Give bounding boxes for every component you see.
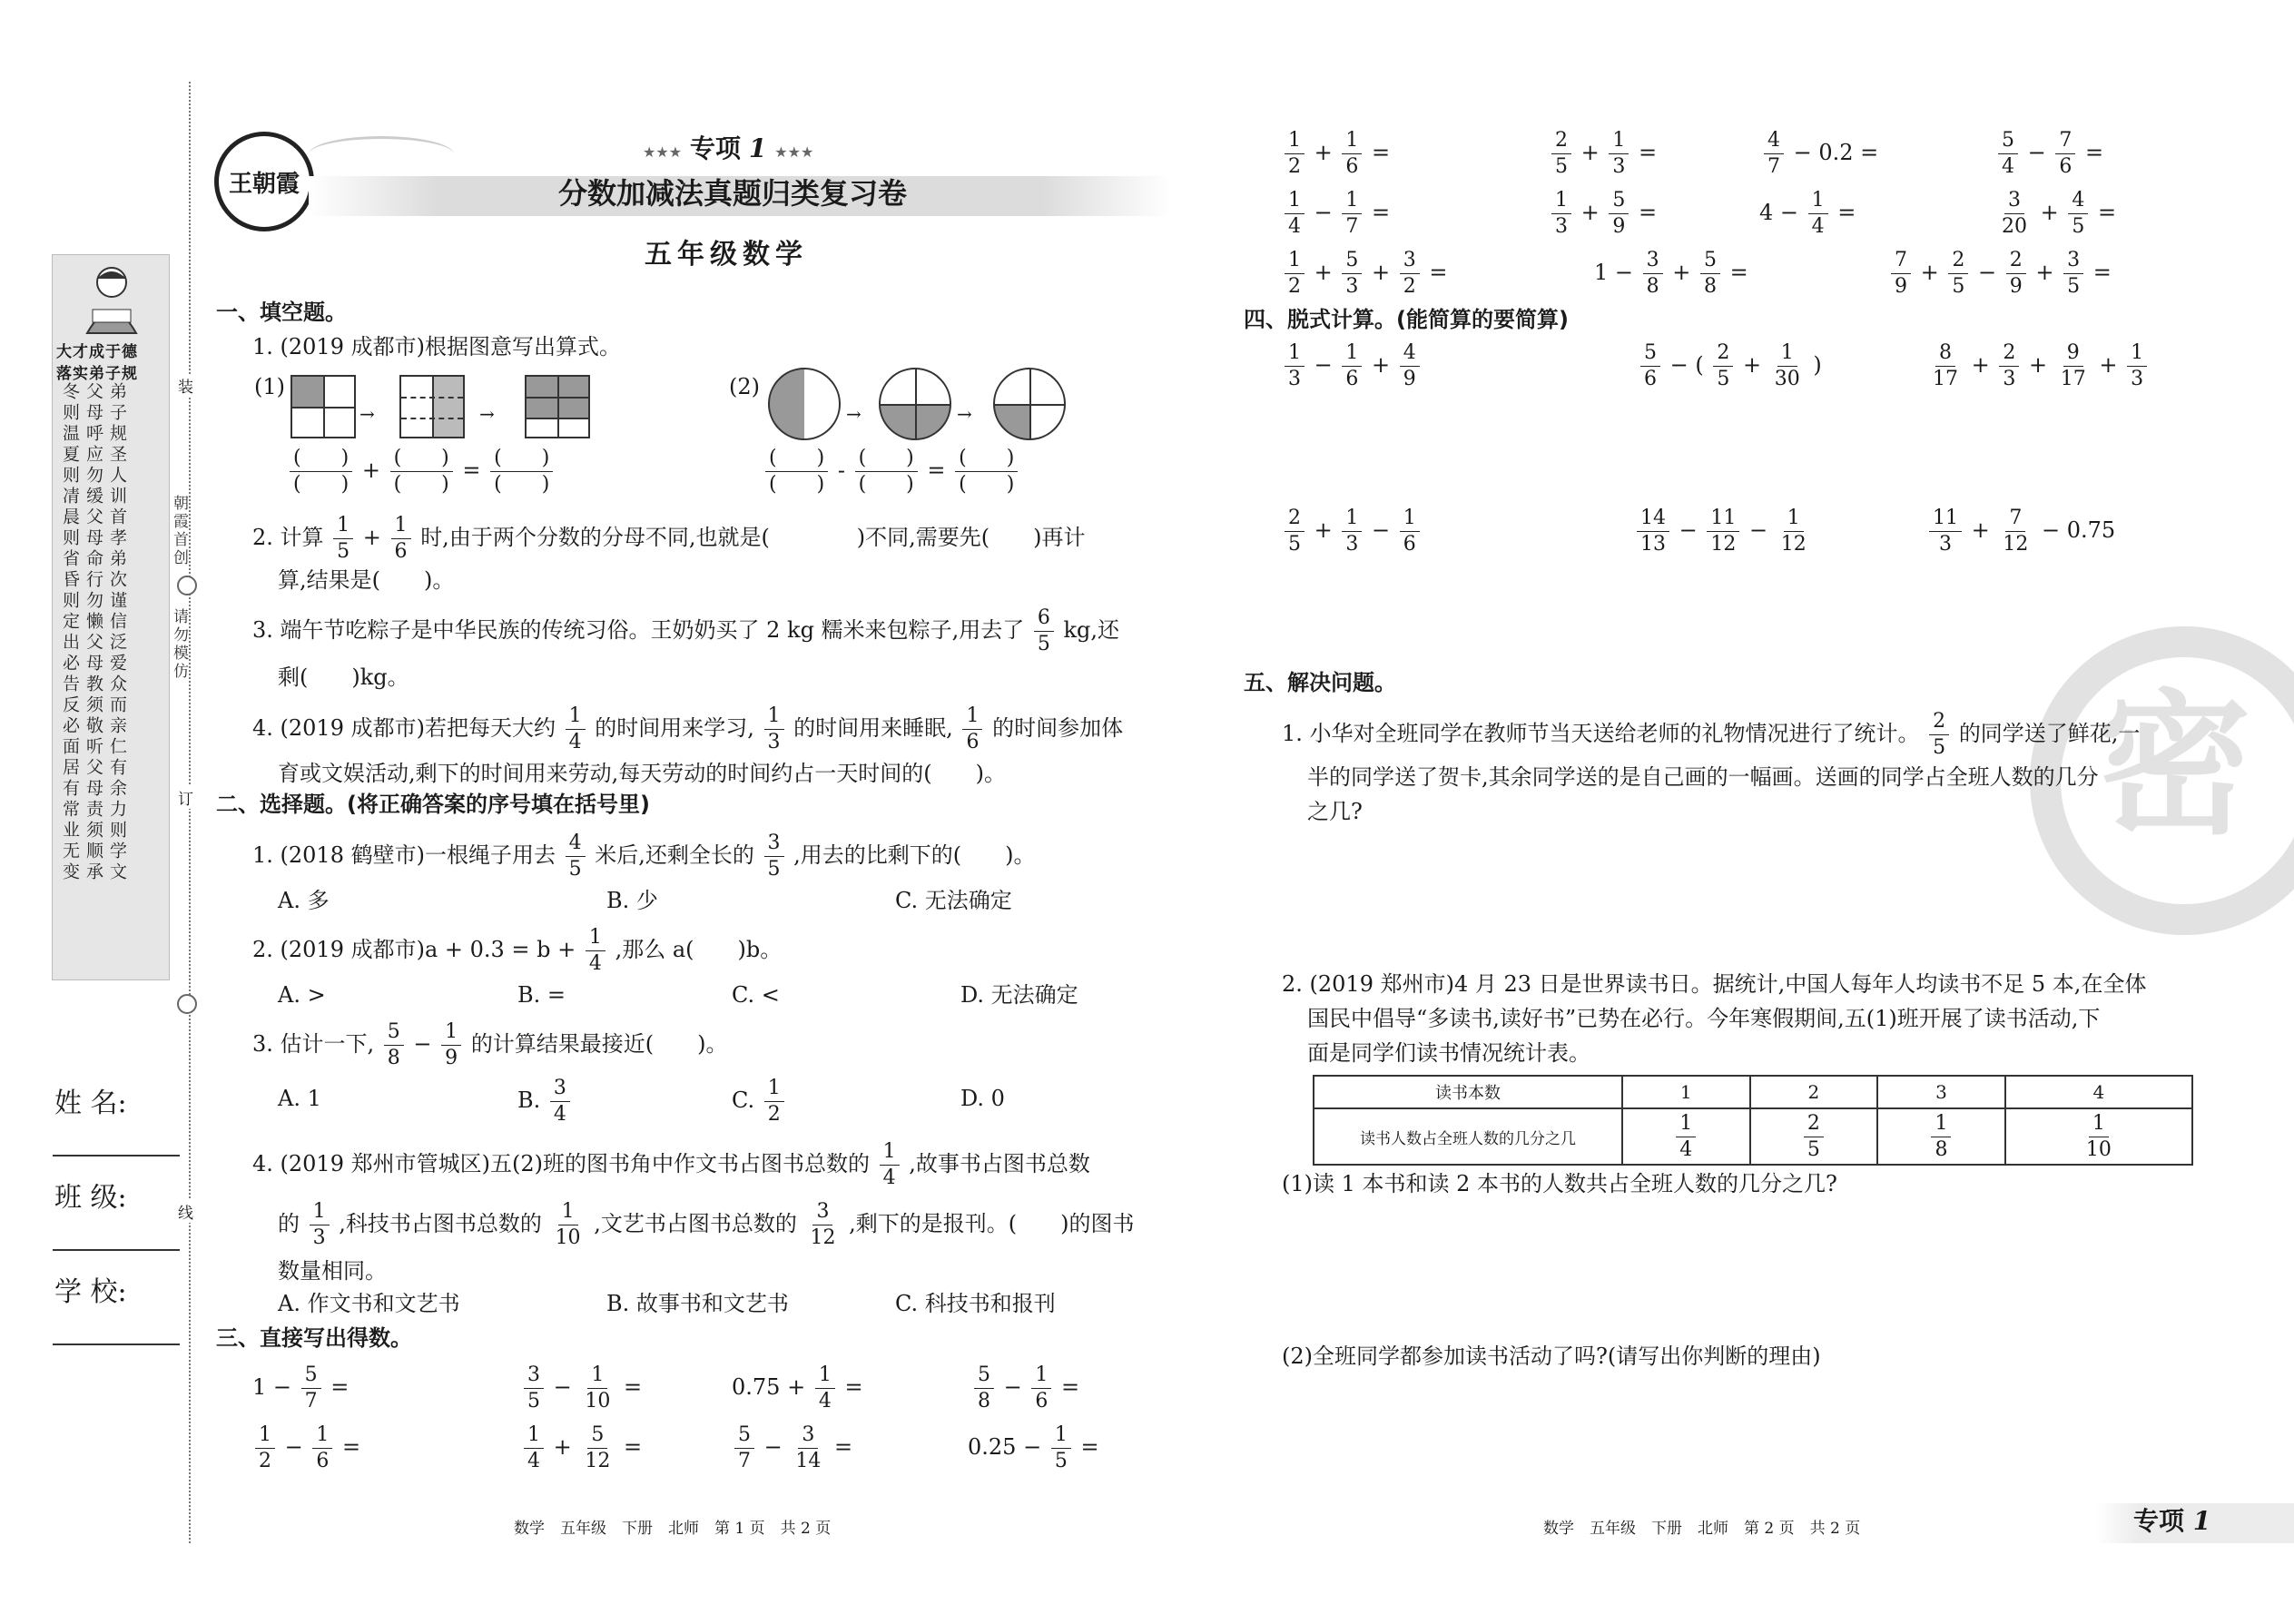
s4-item: $\frac{1}{3}$ − $\frac{1}{6}$ + $\frac{4}{9}$ bbox=[1282, 343, 1423, 389]
s5-q2-cont-2: 面是同学们读书情况统计表。 bbox=[1307, 1040, 1590, 1066]
binding-line bbox=[189, 82, 191, 1543]
s4-item: $\frac{2}{5}$ + $\frac{1}{3}$ − $\frac{1}{6}$ bbox=[1282, 508, 1423, 555]
s2-q2-option-c[interactable]: C. < bbox=[732, 982, 780, 1008]
table-cell: $\frac{1}{10}$ bbox=[2005, 1108, 2192, 1165]
s3-item: $\frac{3}{5}$ − $\frac{1}{10}$ = bbox=[521, 1365, 642, 1412]
s3-item: $\frac{1}{2}$ − $\frac{1}{6}$ = bbox=[252, 1425, 360, 1471]
s1-q3: 3. 端午节吃粽子是中华民族的传统习俗。王奶奶买了 2 kg 糯米来包粽子,用去了 $\frac{6}{5}$ kg,还 bbox=[252, 606, 1120, 655]
s2-q4-cont: 的 $\frac{1}{3}$ ,科技书占图书总数的 $\frac{1}{10}$ ,文艺书占图书总数的 $\frac{3}{12}$ ,剩下的是报刊。( )的图书 bbox=[278, 1200, 1135, 1249]
footer-right: 数学 五年级 下册 北师 第 2 页 共 2 页 bbox=[1543, 1520, 1861, 1538]
answer-fraction[interactable]: $\frac{( )}{( )}$ bbox=[855, 448, 918, 495]
table-cell: 2 bbox=[1750, 1076, 1878, 1108]
brand-logo bbox=[214, 132, 314, 231]
s2-q2-option-b[interactable]: B. = bbox=[517, 982, 566, 1008]
s1-q4-cont: 育或文娱活动,剩下的时间用来劳动,每天劳动的时间约占一天时间的( )。 bbox=[278, 761, 1006, 786]
table-row bbox=[1314, 1076, 2192, 1108]
s3-item: $\frac{5}{8}$ − $\frac{1}{6}$ = bbox=[971, 1365, 1079, 1412]
s5-q2: 2. (2019 郑州市)4 月 23 日是世界读书日。据统计,中国人每年人均读书不足 5 本,在全体 bbox=[1282, 971, 2147, 997]
s5-q1-answer-area[interactable] bbox=[1282, 835, 2190, 962]
table-cell: 4 bbox=[2005, 1076, 2192, 1108]
answer-fraction[interactable]: $\frac{( )}{( )}$ bbox=[490, 448, 553, 495]
s2-q4-option-a[interactable]: A. 作文书和文艺书 bbox=[278, 1291, 460, 1316]
table-header: 读书人数占全班人数的几分之几 bbox=[1314, 1108, 1622, 1165]
s4-item: $\frac{8}{17}$ + $\frac{2}{3}$ + $\frac{9}{17}$ + $\frac{1}{3}$ bbox=[1926, 343, 2150, 389]
s1-q1-equation-1: $\frac{( )}{( )}$ + $\frac{( )}{( )}$ = $\frac{( )}{( )}$ bbox=[287, 448, 556, 495]
s2-q3-option-c[interactable]: C. $\frac{1}{2}$ bbox=[732, 1078, 787, 1125]
s3-item: $\frac{2}{5}$ + $\frac{1}{3}$ = bbox=[1549, 131, 1657, 177]
answer-fraction[interactable]: $\frac{( )}{( )}$ bbox=[955, 448, 1018, 495]
circle-figure-3 bbox=[993, 368, 1066, 440]
logo-text: 王朝霞 bbox=[228, 170, 300, 198]
s2-q2: 2. (2019 成都市)a + 0.3 = b + $\frac{1}{4}$ ,那么 a( )b。 bbox=[252, 926, 783, 975]
table-cell: 3 bbox=[1877, 1076, 2005, 1108]
name-field[interactable] bbox=[53, 1155, 180, 1156]
ribbon-decoration bbox=[309, 136, 454, 172]
s1-q1-part-1: (1) bbox=[254, 374, 285, 399]
motto-columns bbox=[60, 382, 127, 972]
school-label: 学 校: bbox=[54, 1276, 127, 1308]
side-text-1: 朝霞首创 bbox=[170, 495, 188, 567]
gear-icon bbox=[177, 576, 197, 595]
series-heading bbox=[643, 133, 814, 163]
s5-q2-cont: 国民中倡导“多读书,读好书”已势在必行。今年寒假期间,五(1)班开展了读书活动,下 bbox=[1307, 1006, 2101, 1031]
s1-q2: 2. 计算 $\frac{1}{5}$ + $\frac{1}{6}$ 时,由于两个分数的分母不同,也就是( )不同,需要先( )再计 bbox=[252, 514, 1086, 563]
s3-item: 1 − $\frac{3}{8}$ + $\frac{5}{8}$ = bbox=[1594, 249, 1748, 298]
s1-q4: 4. (2019 成都市)若把每天大约 $\frac{1}{4}$ 的时间用来学习, $\frac{1}{3}$ 的时间用来睡眠, $\frac{1}{6}$ 的时间参加体 bbox=[252, 704, 1124, 753]
footer-left: 数学 五年级 下册 北师 第 1 页 共 2 页 bbox=[514, 1520, 832, 1538]
s2-q4: 4. (2019 郑州市管城区)五(2)班的图书角中作文书占图书总数的 $\frac{1}{4}$ ,故事书占图书总数 bbox=[252, 1140, 1090, 1189]
s3-item: $\frac{1}{2}$ + $\frac{5}{3}$ + $\frac{3}{2}$ = bbox=[1282, 251, 1448, 297]
s4-item: $\frac{11}{3}$ + $\frac{7}{12}$ − 0.75 bbox=[1926, 508, 2115, 555]
table-cell: 1 bbox=[1622, 1076, 1750, 1108]
answer-fraction[interactable]: $\frac{( )}{( )}$ bbox=[390, 448, 453, 495]
s4-item: $\frac{14}{13}$ − $\frac{11}{12}$ − $\frac{1}{12}$ bbox=[1634, 508, 1813, 555]
table-row bbox=[1314, 1108, 2192, 1165]
footer-badge-number: 1 bbox=[2192, 1506, 2211, 1536]
s3-item: 0.75 + $\frac{1}{4}$ = bbox=[732, 1363, 863, 1412]
table-cell: $\frac{1}{8}$ bbox=[1877, 1108, 2005, 1165]
s2-q4-option-c[interactable]: C. 科技书和报刊 bbox=[895, 1291, 1056, 1316]
stars-left: ★★★ bbox=[643, 143, 683, 161]
s1-q1-equation-2: $\frac{( )}{( )}$ - $\frac{( )}{( )}$ = $\frac{( )}{( )}$ bbox=[763, 448, 1020, 495]
s4-item: $\frac{5}{6}$ − ( $\frac{2}{5}$ + $\frac{1}{30}$ ) bbox=[1638, 343, 1822, 389]
s3-item: $\frac{7}{9}$ + $\frac{2}{5}$ − $\frac{2}{9}$ + $\frac{3}{5}$ = bbox=[1888, 251, 2112, 297]
footer-badge-text bbox=[2133, 1506, 2211, 1536]
page-title: 分数加减法真题归类复习卷 bbox=[558, 176, 908, 211]
s2-q1-option-b[interactable]: B. 少 bbox=[606, 888, 658, 913]
s2-q2-option-d[interactable]: D. 无法确定 bbox=[960, 982, 1078, 1008]
s2-q3-option-b[interactable]: B. $\frac{3}{4}$ bbox=[517, 1078, 573, 1125]
s2-q4-cont-2: 数量相同。 bbox=[278, 1258, 387, 1284]
table-cell: $\frac{2}{5}$ bbox=[1750, 1108, 1878, 1165]
gear-icon bbox=[177, 994, 197, 1014]
motto-panel bbox=[52, 254, 170, 980]
class-field[interactable] bbox=[53, 1249, 180, 1251]
school-field[interactable] bbox=[53, 1343, 180, 1345]
page-subtitle: 五年级数学 bbox=[645, 239, 808, 271]
s1-q1: 1. (2019 成都市)根据图意写出算式。 bbox=[252, 334, 621, 359]
binding-mark-2: 订 bbox=[178, 786, 193, 809]
s1-q3-cont: 剩( )kg。 bbox=[278, 664, 409, 690]
s3-item: $\frac{1}{4}$ − $\frac{1}{7}$ = bbox=[1282, 191, 1390, 237]
s3-item: 4 − $\frac{1}{4}$ = bbox=[1759, 189, 1856, 238]
s2-q2-option-a[interactable]: A. > bbox=[278, 982, 326, 1008]
s5-q2-sub-2-answer-area[interactable] bbox=[1282, 1380, 2190, 1498]
table-header: 读书本数 bbox=[1314, 1076, 1622, 1108]
binding-mark-3: 线 bbox=[178, 1200, 193, 1223]
footer-badge-label: 专项 bbox=[2133, 1506, 2185, 1536]
s3-item: $\frac{5}{4}$ − $\frac{7}{6}$ = bbox=[1995, 131, 2103, 177]
arrow-icon: → bbox=[359, 403, 375, 425]
square-figure-1 bbox=[290, 375, 356, 438]
s3-item: 1 − $\frac{5}{7}$ = bbox=[252, 1363, 350, 1412]
s2-q1: 1. (2018 鹤壁市)一根绳子用去 $\frac{4}{5}$ 米后,还剩全长的 $\frac{3}{5}$ ,用去的比剩下的( )。 bbox=[252, 832, 1036, 881]
s2-q3-option-d[interactable]: D. 0 bbox=[960, 1086, 1005, 1111]
s2-q1-option-a[interactable]: A. 多 bbox=[278, 888, 330, 913]
section-2-heading: 二、选择题。(将正确答案的序号填在括号里) bbox=[216, 792, 650, 817]
square-figure-2 bbox=[399, 375, 465, 438]
s3-item: $\frac{1}{2}$ + $\frac{1}{6}$ = bbox=[1282, 131, 1390, 177]
section-3-heading: 三、直接写出得数。 bbox=[216, 1325, 412, 1351]
s3-item: $\frac{5}{7}$ − $\frac{3}{14}$ = bbox=[732, 1425, 852, 1471]
binding-mark-1: 装 bbox=[178, 374, 193, 397]
reading-table bbox=[1313, 1075, 2193, 1166]
s3-item: $\frac{3}{20}$ + $\frac{4}{5}$ = bbox=[2002, 189, 2117, 238]
motto-col-3: 弟子规圣人训首孝弟次谨信泛爱众而亲仁有余力则学文 bbox=[107, 382, 127, 883]
stars-right: ★★★ bbox=[774, 143, 814, 161]
s3-item: $\frac{1}{4}$ + $\frac{5}{12}$ = bbox=[521, 1425, 642, 1471]
s5-q2-sub-2: (2)全班同学都参加读书活动了吗?(请写出你判断的理由) bbox=[1282, 1343, 1821, 1369]
table-cell: $\frac{1}{4}$ bbox=[1622, 1108, 1750, 1165]
s3-item: 0.25 − $\frac{1}{5}$ = bbox=[968, 1423, 1099, 1472]
s2-q3-option-a[interactable]: A. 1 bbox=[278, 1086, 321, 1111]
s1-q1-part-2: (2) bbox=[729, 374, 760, 399]
arrow-icon: → bbox=[957, 403, 972, 425]
s3-item: $\frac{1}{3}$ + $\frac{5}{9}$ = bbox=[1549, 191, 1657, 237]
side-text-2: 请勿模仿 bbox=[170, 608, 188, 681]
s5-q1-cont: 半的同学送了贺卡,其余同学送的是自己画的一幅画。送画的同学占全班人数的几分 bbox=[1307, 764, 2099, 790]
series-number: 1 bbox=[748, 133, 767, 163]
class-label: 班 级: bbox=[54, 1182, 127, 1214]
motto-bottom: 落实弟子规 bbox=[56, 365, 138, 383]
s2-q3: 3. 估计一下, $\frac{5}{8}$ − $\frac{1}{9}$ 的计算结果最接近( )。 bbox=[252, 1020, 728, 1069]
answer-fraction[interactable]: $\frac{( )}{( )}$ bbox=[290, 448, 352, 495]
s1-q2-cont: 算,结果是( )。 bbox=[278, 567, 455, 593]
arrow-icon: → bbox=[479, 403, 495, 425]
s5-q2-sub-1: (1)读 1 本书和读 2 本书的人数共占全班人数的几分之几? bbox=[1282, 1171, 1837, 1196]
section-4-heading: 四、脱式计算。(能简算的要简算) bbox=[1244, 307, 1569, 332]
series-label: 专项 bbox=[689, 133, 741, 163]
section-5-heading: 五、解决问题。 bbox=[1244, 670, 1396, 695]
motto-col-2: 父母呼应勿缓父母命行勿懒父母教须敬听父母责须顺承 bbox=[84, 382, 103, 883]
s2-q1-option-c[interactable]: C. 无法确定 bbox=[895, 888, 1012, 913]
s2-q4-option-b[interactable]: B. 故事书和文艺书 bbox=[606, 1291, 789, 1316]
circle-figure-1 bbox=[768, 368, 841, 440]
section-1-heading: 一、填空题。 bbox=[216, 300, 347, 325]
scholar-figure bbox=[80, 262, 143, 335]
motto-col-1: 冬则温夏则凊晨则省昏则定出必告反必面居有常业无变 bbox=[60, 382, 80, 883]
s5-q2-sub-1-answer-area[interactable] bbox=[1282, 1207, 2190, 1325]
answer-fraction[interactable]: $\frac{( )}{( )}$ bbox=[765, 448, 828, 495]
name-label: 姓 名: bbox=[54, 1088, 127, 1119]
s3-item: $\frac{4}{7}$ − 0.2 = bbox=[1761, 131, 1878, 177]
arrow-icon: → bbox=[846, 403, 861, 425]
s5-q1: 1. 小华对全班同学在教师节当天送给老师的礼物情况进行了统计。 $\frac{2}{5}$ 的同学送了鲜花,一 bbox=[1282, 710, 2141, 759]
circle-figure-2 bbox=[879, 368, 951, 440]
square-figure-3 bbox=[525, 375, 590, 438]
motto-top: 大才成于德 bbox=[56, 343, 138, 361]
s5-q1-cont-2: 之几? bbox=[1307, 799, 1363, 824]
watermark-char: 密 bbox=[2097, 674, 2252, 856]
